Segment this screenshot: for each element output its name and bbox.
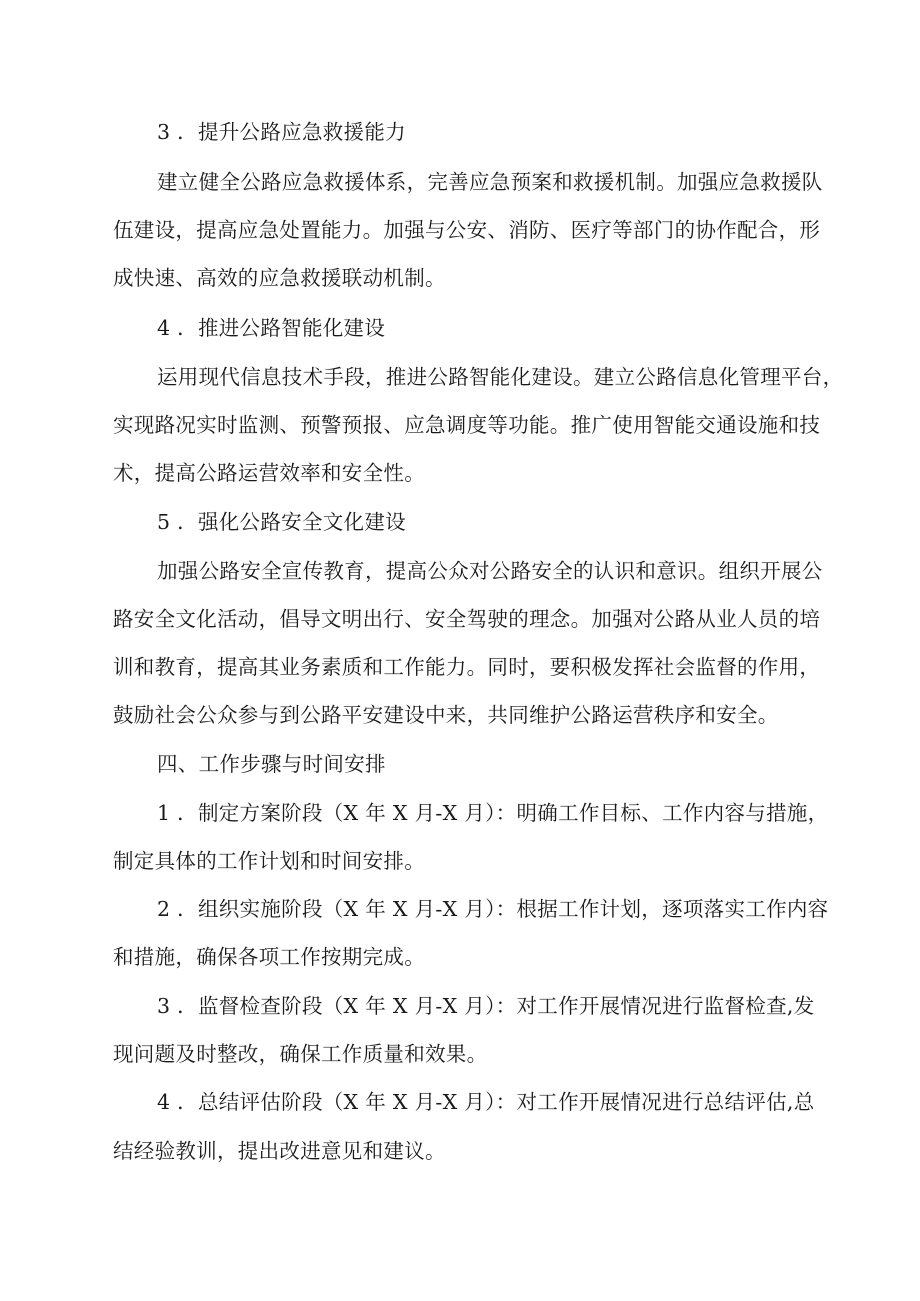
paragraph-line: 实现路况实时监测、预警预报、应急调度等功能。推广使用智能交通设施和技 bbox=[113, 413, 821, 437]
step-line: 和措施，确保各项工作按期完成。 bbox=[113, 945, 425, 969]
heading-item-5: 5 ．强化公路安全文化建设 bbox=[157, 510, 406, 534]
step-line: 制定具体的工作计划和时间安排。 bbox=[113, 849, 425, 873]
paragraph-line: 运用现代信息技术手段，推进公路智能化建设。建立公路信息化管理平台， bbox=[157, 365, 844, 389]
step-line: 1 ．制定方案阶段（X 年 X 月-X 月）：明确工作目标、工作内容与措施， bbox=[157, 801, 829, 825]
paragraph-line: 建立健全公路应急救援体系，完善应急预案和救援机制。加强应急救援队 bbox=[157, 170, 823, 194]
paragraph-line: 加强公路安全宣传教育，提高公众对公路安全的认识和意识。组织开展公 bbox=[157, 559, 823, 583]
heading-item-3: 3 ．提升公路应急救援能力 bbox=[157, 120, 406, 144]
section-heading: 四、工作步骤与时间安排 bbox=[157, 752, 386, 776]
step-line: 3 ．监督检查阶段（X 年 X 月-X 月）：对工作开展情况进行监督检查,发 bbox=[157, 994, 815, 1018]
step-line: 结经验教训，提出改进意见和建议。 bbox=[113, 1139, 446, 1163]
paragraph-line: 术，提高公路运营效率和安全性。 bbox=[113, 461, 425, 485]
paragraph-line: 训和教育，提高其业务素质和工作能力。同时，要积极发挥社会监督的作用， bbox=[113, 655, 821, 679]
paragraph-line: 鼓励社会公众参与到公路平安建设中来，共同维护公路运营秩序和安全。 bbox=[113, 703, 779, 727]
paragraph-line: 伍建设，提高应急处置能力。加强与公安、消防、医疗等部门的协作配合，形 bbox=[113, 218, 821, 242]
step-line: 现问题及时整改，确保工作质量和效果。 bbox=[113, 1042, 488, 1066]
heading-item-4: 4 ．推进公路智能化建设 bbox=[157, 316, 386, 340]
step-line: 2 ．组织实施阶段（X 年 X 月-X 月）：根据工作计划，逐项落实工作内容 bbox=[157, 897, 829, 921]
paragraph-line: 路安全文化活动，倡导文明出行、安全驾驶的理念。加强对公路从业人员的培 bbox=[113, 607, 821, 631]
step-line: 4 ．总结评估阶段（X 年 X 月-X 月）：对工作开展情况进行总结评估,总 bbox=[157, 1090, 815, 1114]
paragraph-line: 成快速、高效的应急救援联动机制。 bbox=[113, 266, 446, 290]
